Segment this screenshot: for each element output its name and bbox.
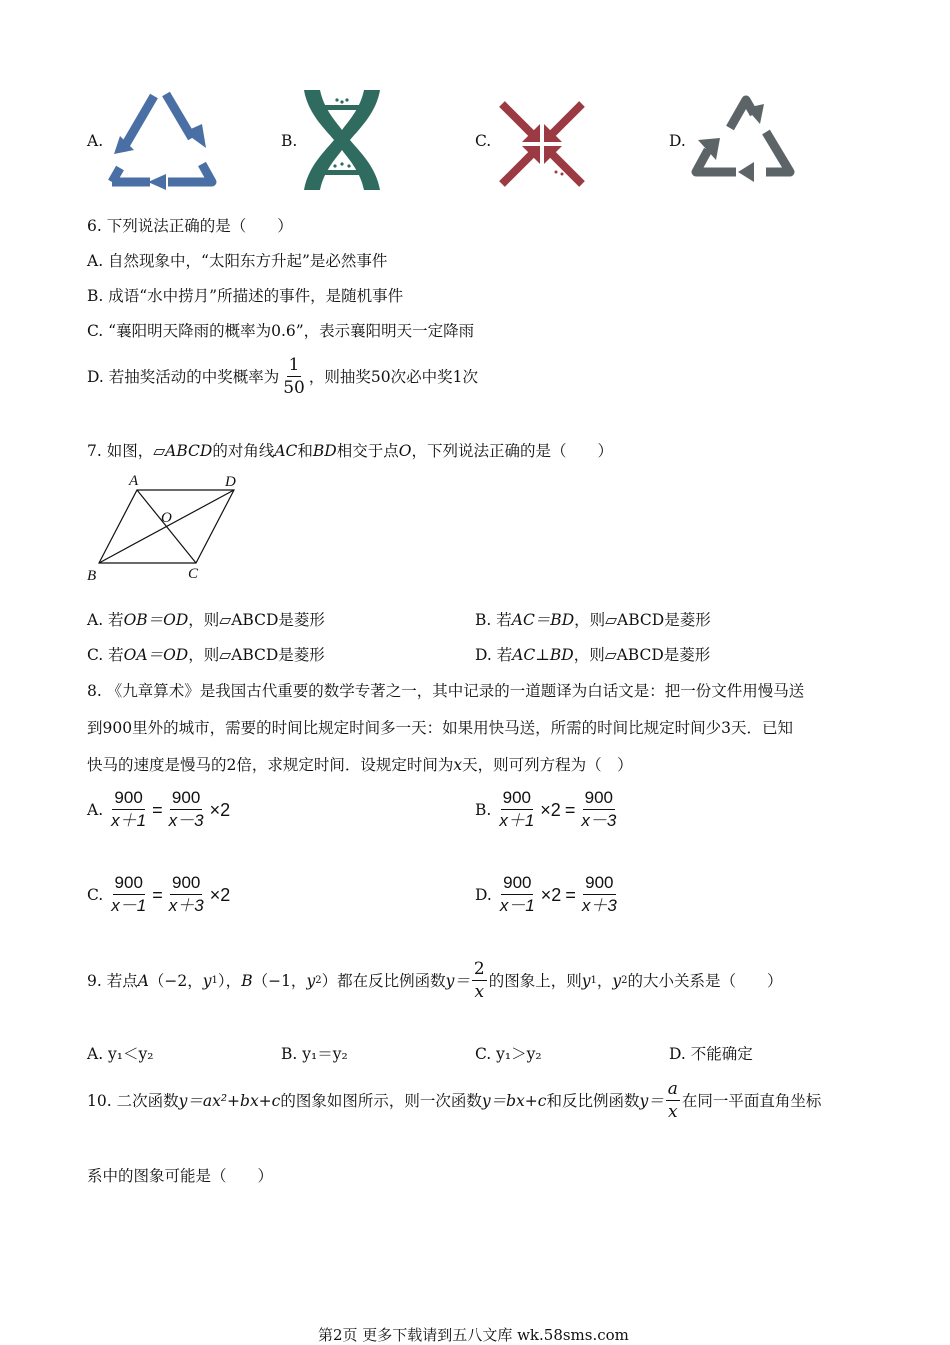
times-two: ×2: [540, 799, 561, 820]
q7-c-condition: OA＝OD: [123, 646, 189, 664]
times-two: ×2: [540, 884, 562, 905]
q7-a-suffix: ，则▱ABCD是菱形: [188, 611, 325, 629]
numerator: 900: [113, 872, 145, 895]
q7-stem: [87, 441, 613, 461]
q7-option-b: [475, 610, 711, 630]
page-footer: 第2页 更多下载请到五八文库 wk.58sms.com: [318, 1326, 629, 1344]
hourglass-icon-b: [302, 88, 382, 192]
q10-linear: y＝bx+c: [481, 1091, 547, 1110]
q8-option-b: [475, 787, 620, 832]
q7-option-d: [475, 645, 710, 665]
numerator: a: [667, 1079, 678, 1099]
numerator: 900: [501, 787, 533, 810]
q8-line3: [87, 755, 633, 775]
q5-option-d-label: D.: [669, 132, 686, 150]
figure-label-c: C: [188, 566, 199, 582]
q7-stem-mid2: 相交于点: [336, 442, 399, 460]
denominator: x: [474, 982, 485, 1002]
q8-line3-prefix: 快马的速度是慢马的2倍，求规定时间．设规定时间为: [87, 756, 454, 774]
q9-a-coord-pre: （−2，: [148, 971, 203, 990]
q8-d-frac-right: [580, 872, 619, 917]
q9-b-coord-post: ）都在反比例函数: [321, 971, 446, 990]
q7-d-suffix: ，则▱ABCD是菱形: [573, 646, 711, 664]
parallelogram-figure: [84, 470, 254, 585]
q9-func: y＝: [445, 971, 470, 990]
recycle-triangle-icon-d: [690, 78, 804, 190]
q7-a-prefix: A. 若: [87, 611, 124, 629]
q7-o: O: [398, 442, 412, 460]
q8-line1: 8. 《九章算术》是我国古代重要的数学专著之一，其中记录的一道题译为白话文是：把一份文件用慢马送: [87, 682, 805, 700]
q10-inverse: y＝: [639, 1091, 664, 1110]
q8-line3-x: x: [453, 756, 463, 774]
q8-b-label: B.: [475, 800, 492, 819]
q8-line3-suffix: 天，则可列方程为（ ）: [462, 756, 633, 774]
figure-label-d: D: [225, 474, 236, 490]
numerator: 900: [583, 872, 615, 895]
q10-mid: 的图象如图所示，则一次函数: [280, 1091, 482, 1110]
q9-a-coord-post: ），: [217, 971, 242, 990]
q10-suffix: 在同一平面直角坐标: [681, 1091, 822, 1110]
q9-suffix-pre: 的图象上，则: [488, 971, 582, 990]
denominator: x－1: [499, 896, 535, 915]
q9-y1-again: y: [581, 971, 591, 990]
q8-option-c: [87, 872, 232, 917]
q10-mid2: 和反比例函数: [546, 1091, 640, 1110]
q7-stem-prefix: 7. 如图，: [87, 442, 154, 460]
q5-option-c-label: C.: [475, 132, 492, 150]
q9-suffix-post: 的大小关系是（ ）: [627, 971, 783, 990]
q6-fraction-numerator: 1: [288, 355, 300, 375]
denominator: x－3: [168, 811, 204, 830]
times-two: ×2: [209, 799, 231, 820]
numerator: 900: [501, 872, 533, 895]
q8-a-frac-left: [109, 787, 148, 832]
q9-option-b: B. y₁＝y₂: [281, 1045, 348, 1063]
q7-a-condition: OB＝OD: [123, 611, 189, 629]
q6-stem: 6. 下列说法正确的是（ ）: [87, 217, 293, 235]
q9-y1: y: [202, 971, 212, 990]
q7-he: 和: [297, 442, 313, 460]
q6-option-d-suffix: ，则抽奖50次必中奖1次: [308, 367, 478, 386]
q7-stem-suffix: ，下列说法正确的是（ ）: [411, 442, 613, 460]
denominator: x: [668, 1102, 678, 1122]
q7-c-suffix: ，则▱ABCD是菱形: [188, 646, 325, 664]
q8-option-d: [475, 872, 621, 917]
q7-option-a: [87, 610, 325, 630]
q9-option-c: C. y₁＞y₂: [475, 1045, 542, 1063]
numerator: 900: [112, 787, 144, 810]
numerator: 900: [170, 787, 202, 810]
q7-stem-mid1: 的对角线: [212, 442, 275, 460]
q9-fraction: [472, 958, 487, 1003]
q9-option-d: D. 不能确定: [669, 1045, 753, 1063]
q9-option-a: A. y₁＜y₂: [87, 1045, 154, 1063]
denominator: x＋1: [499, 811, 535, 830]
figure-label-b: B: [87, 568, 97, 584]
q8-b-frac-right: [579, 787, 618, 832]
q6-option-d-prefix: D. 若抽奖活动的中奖概率为: [87, 367, 280, 386]
q10-quadratic: y＝ax²+bx+c: [178, 1091, 281, 1110]
q9-sub2: 2: [315, 974, 322, 986]
q7-b-suffix: ，则▱ABCD是菱形: [574, 611, 711, 629]
q9-point-b: B: [241, 971, 253, 990]
q10-prefix: 10. 二次函数: [87, 1091, 179, 1110]
equals-sign: =: [152, 799, 163, 820]
q8-c-frac-right: [167, 872, 206, 917]
q7-d-condition: AC⊥BD: [512, 646, 574, 664]
times-two: ×2: [209, 884, 231, 905]
denominator: x＋3: [168, 896, 204, 915]
equals-sign: =: [565, 884, 576, 905]
q9-sub1-again: 1: [590, 974, 597, 986]
numerator: 900: [583, 787, 615, 810]
q9-prefix: 9. 若点: [87, 971, 138, 990]
q8-c-frac-left: [109, 872, 148, 917]
q6-option-a: A. 自然现象中，“太阳东方升起”是必然事件: [87, 252, 388, 270]
numerator: 900: [170, 872, 202, 895]
q9-y2-again: y: [612, 971, 622, 990]
figure-label-o: O: [161, 510, 172, 526]
q7-b-condition: AC＝BD: [511, 611, 575, 629]
q8-d-frac-left: [498, 872, 537, 917]
q10-stem: [87, 1078, 821, 1123]
q9-sub2-again: 2: [621, 974, 628, 986]
recycle-triangle-icon-a: [106, 86, 222, 190]
q8-a-frac-right: [167, 787, 206, 832]
q5-option-a-label: A.: [87, 132, 104, 150]
q9-point-a: A: [137, 971, 149, 990]
q8-option-a: [87, 787, 232, 832]
equals-sign: =: [564, 799, 576, 820]
q8-line2: 到900里外的城市，需要的时间比规定时间多一天：如果用快马送，所需的时间比规定时间少3天．已知: [87, 719, 793, 737]
q6-option-b: B. 成语“水中捞月”所描述的事件，是随机事件: [87, 287, 404, 305]
q7-ac: AC: [274, 442, 298, 460]
q9-y2: y: [306, 971, 316, 990]
denominator: x＋3: [581, 896, 617, 915]
q8-a-label: A.: [87, 800, 104, 819]
q8-c-label: C.: [87, 885, 104, 904]
q6-fraction: [281, 354, 307, 399]
equals-sign: =: [152, 884, 163, 905]
q6-fraction-denominator: 50: [283, 378, 305, 398]
q7-c-prefix: C. 若: [87, 646, 124, 664]
q6-option-c: C. “襄阳明天降雨的概率为0.6”，表示襄阳明天一定降雨: [87, 322, 475, 340]
q7-parallelogram: ▱ABCD: [153, 442, 213, 460]
q9-b-coord-pre: （−1，: [252, 971, 307, 990]
figure-label-a: A: [129, 473, 139, 489]
denominator: x＋1: [111, 811, 147, 830]
denominator: x－3: [581, 811, 617, 830]
q8-b-frac-left: [497, 787, 536, 832]
q6-option-d: [87, 354, 478, 399]
q10-line2: 系中的图象可能是（ ）: [87, 1167, 274, 1185]
q10-fraction: [666, 1078, 680, 1123]
q9-stem: 9. 若点 A （−2， y 1 ）， B （−1， y 2 ）都在反比例函数 y＝ $\frac{2}{x}$ 的图象上，则 y 1 ， y 2 的大小关系是（ ）: [87, 959, 783, 1002]
q7-b-prefix: B. 若: [475, 611, 512, 629]
q5-option-b-label: B.: [281, 132, 298, 150]
denominator: x－1: [111, 896, 147, 915]
numerator: 2: [473, 959, 485, 979]
q9-sub1: 1: [211, 974, 218, 986]
cross-arrows-icon-c: [496, 98, 588, 190]
q8-d-label: D.: [475, 885, 492, 904]
q7-option-c: [87, 645, 325, 665]
q7-bd: BD: [312, 442, 337, 460]
q7-d-prefix: D. 若: [475, 646, 513, 664]
